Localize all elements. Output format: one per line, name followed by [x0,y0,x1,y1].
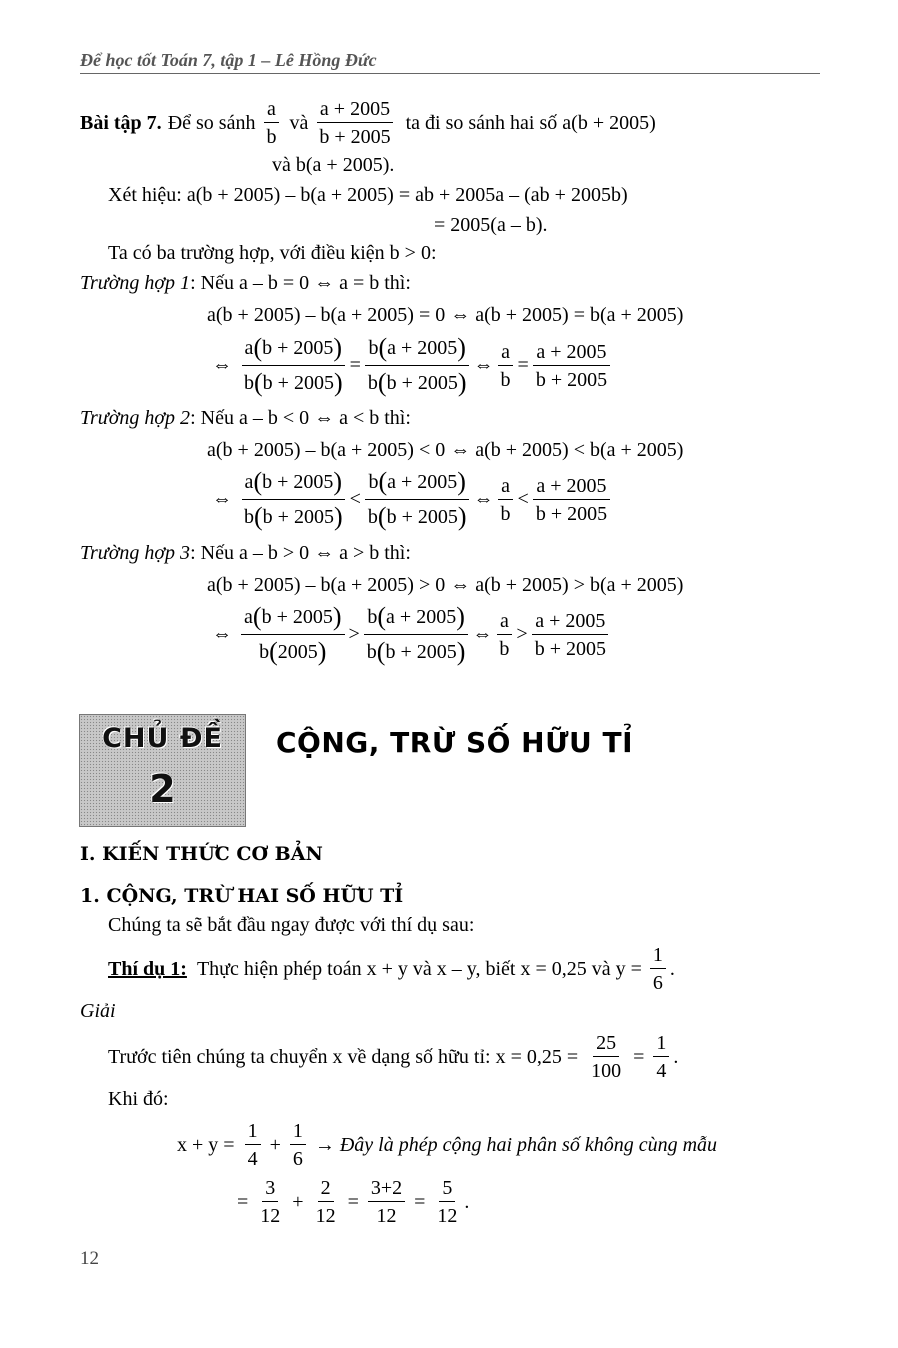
plus: + [292,1190,304,1213]
fraction: $\frac{2}{12}$ [315,1177,336,1227]
difference-line1: Xét hiệu: a(b + 2005) – b(a + 2005) = ab + 2005a – (ab + 2005b) [108,184,628,206]
case-condition: : Nếu a – b < 0 ⇔ a < b thì: [190,407,411,429]
relation: = [517,354,529,377]
exercise-intro-line [80,98,656,148]
case-2-heading [80,407,411,430]
fraction: $\frac{1}{6}$ [290,1120,306,1170]
fraction: $\frac{b(a + 2005)}{b(b + 2005)}$ [365,334,470,397]
case-1-equation: a(b + 2005) – b(a + 2005) = 0 ⇔ a(b + 2005) = b(a + 2005) [207,304,684,326]
case-2-fraction-chain [207,468,614,531]
case-3-heading [80,542,411,565]
relation: = [349,354,361,377]
running-header: Để học tốt Toán 7, tập 1 – Lê Hồng Đức [80,50,377,70]
equiv-symbol: ⇔ [473,488,494,511]
sum-line [177,1120,717,1170]
relation: > [348,623,360,646]
case-3-equation: a(b + 2005) – b(a + 2005) > 0 ⇔ a(b + 2005) > b(a + 2005) [207,574,684,596]
period: . [464,1190,470,1213]
section-heading: I. KIẾN THỨC CƠ BẢN [80,843,323,865]
difference-line2: = 2005(a – b). [434,214,548,236]
fraction: $\frac{a}{b}$ [496,610,512,660]
example-1-line [108,944,675,994]
fraction: $\frac{25}{100}$ [591,1032,622,1082]
fraction-a2005-b2005: $\frac{a + 2005}{b + 2005}$ [316,98,393,148]
fraction: $\frac{3}{12}$ [260,1177,281,1227]
fraction: $\frac{a + 2005}{b + 2005}$ [533,341,610,391]
equiv-symbol: ⇔ [212,623,232,646]
equiv-symbol: ⇔ [472,623,493,646]
relation: > [516,623,528,646]
topic-badge-number: 2 [149,767,176,811]
fraction: $\frac{a(b + 2005)}{b(b + 2005)}$ [241,468,346,531]
case-label: Trường hợp 2 [80,407,191,429]
equiv-symbol: ⇔ [212,488,232,511]
equiv-symbol: ⇔ [212,354,232,377]
conversion-line [108,1032,678,1082]
exercise-label: Bài tập 7. [80,111,162,134]
plus: + [269,1133,281,1156]
case-label: Trường hợp 3 [80,542,191,564]
case-3-fraction-chain [207,603,613,666]
solution-label: Giải [80,1000,116,1022]
exercise-intro-line2: và b(a + 2005). [272,154,395,176]
topic-title: CỘNG, TRỪ SỐ HỮU TỈ [276,726,633,759]
fraction-y: $\frac{1}{6}$ [650,944,666,994]
fraction: $\frac{1}{4}$ [245,1120,261,1170]
sum-lhs: x + y = [177,1133,235,1156]
exercise-intro-tail: ta đi so sánh hai số a(b + 2005) [405,111,656,134]
exercise-intro: Để so sánh [167,111,256,134]
fraction: $\frac{b(a + 2005)}{b(b + 2005)}$ [364,603,469,666]
fraction: $\frac{a + 2005}{b + 2005}$ [532,610,609,660]
case-1-heading [80,272,411,295]
topic-badge-label: CHỦ ĐỀ [102,723,223,754]
subsection-intro: Chúng ta sẽ bắt đầu ngay được với thí dụ sau: [108,914,475,936]
case-condition: : Nếu a – b > 0 ⇔ a > b thì: [190,542,411,564]
equals: = [414,1190,426,1213]
sum-computation-line [232,1177,469,1227]
fraction: $\frac{a + 2005}{b + 2005}$ [533,475,610,525]
fraction-a-b: $\frac{a}{b}$ [263,98,279,148]
fraction: $\frac{1}{4}$ [653,1032,669,1082]
relation: < [349,488,361,511]
fraction: $\frac{3+2}{12}$ [368,1177,405,1227]
then-text: Khi đó: [108,1088,169,1110]
equals: = [347,1190,359,1213]
case-2-equation: a(b + 2005) – b(a + 2005) < 0 ⇔ a(b + 2005) < b(a + 2005) [207,439,684,461]
case-condition: : Nếu a – b = 0 ⇔ a = b thì: [190,272,411,294]
fraction: $\frac{a}{b}$ [498,475,514,525]
equals: = [237,1190,249,1213]
fraction: $\frac{b(a + 2005)}{b(b + 2005)}$ [365,468,470,531]
page-number: 12 [80,1248,99,1269]
conversion-text: Trước tiên chúng ta chuyển x về dạng số hữu tỉ: x = 0,25 = [108,1045,579,1068]
and-word: và [289,111,309,134]
case-label: Trường hợp 1 [80,272,191,294]
cases-intro: Ta có ba trường hợp, với điều kiện b > 0: [108,242,437,264]
period: . [673,1045,679,1068]
subsection-heading: 1. CỘNG, TRỪ HAI SỐ HỮU TỈ [80,885,404,907]
fraction: $\frac{a(b + 2005)}{b(b + 2005)}$ [241,334,346,397]
fraction: $\frac{5}{12}$ [437,1177,458,1227]
sum-note: Đây là phép cộng hai phân số không cùng mẫu [339,1133,718,1156]
equals: = [633,1045,645,1068]
arrow-icon: → [314,1133,335,1156]
header-rule [80,73,820,74]
fraction: $\frac{a}{b}$ [498,341,514,391]
example-text: Thực hiện phép toán x + y và x – y, biết x = 0,25 và y = [196,957,642,980]
relation: < [517,488,529,511]
example-label: Thí dụ 1: [108,957,187,980]
fraction: $\frac{a(b + 2005)}{b(2005)}$ [241,603,345,666]
case-1-fraction-chain [207,334,614,397]
topic-badge [79,714,246,827]
period: . [669,957,675,980]
equiv-symbol: ⇔ [473,354,494,377]
